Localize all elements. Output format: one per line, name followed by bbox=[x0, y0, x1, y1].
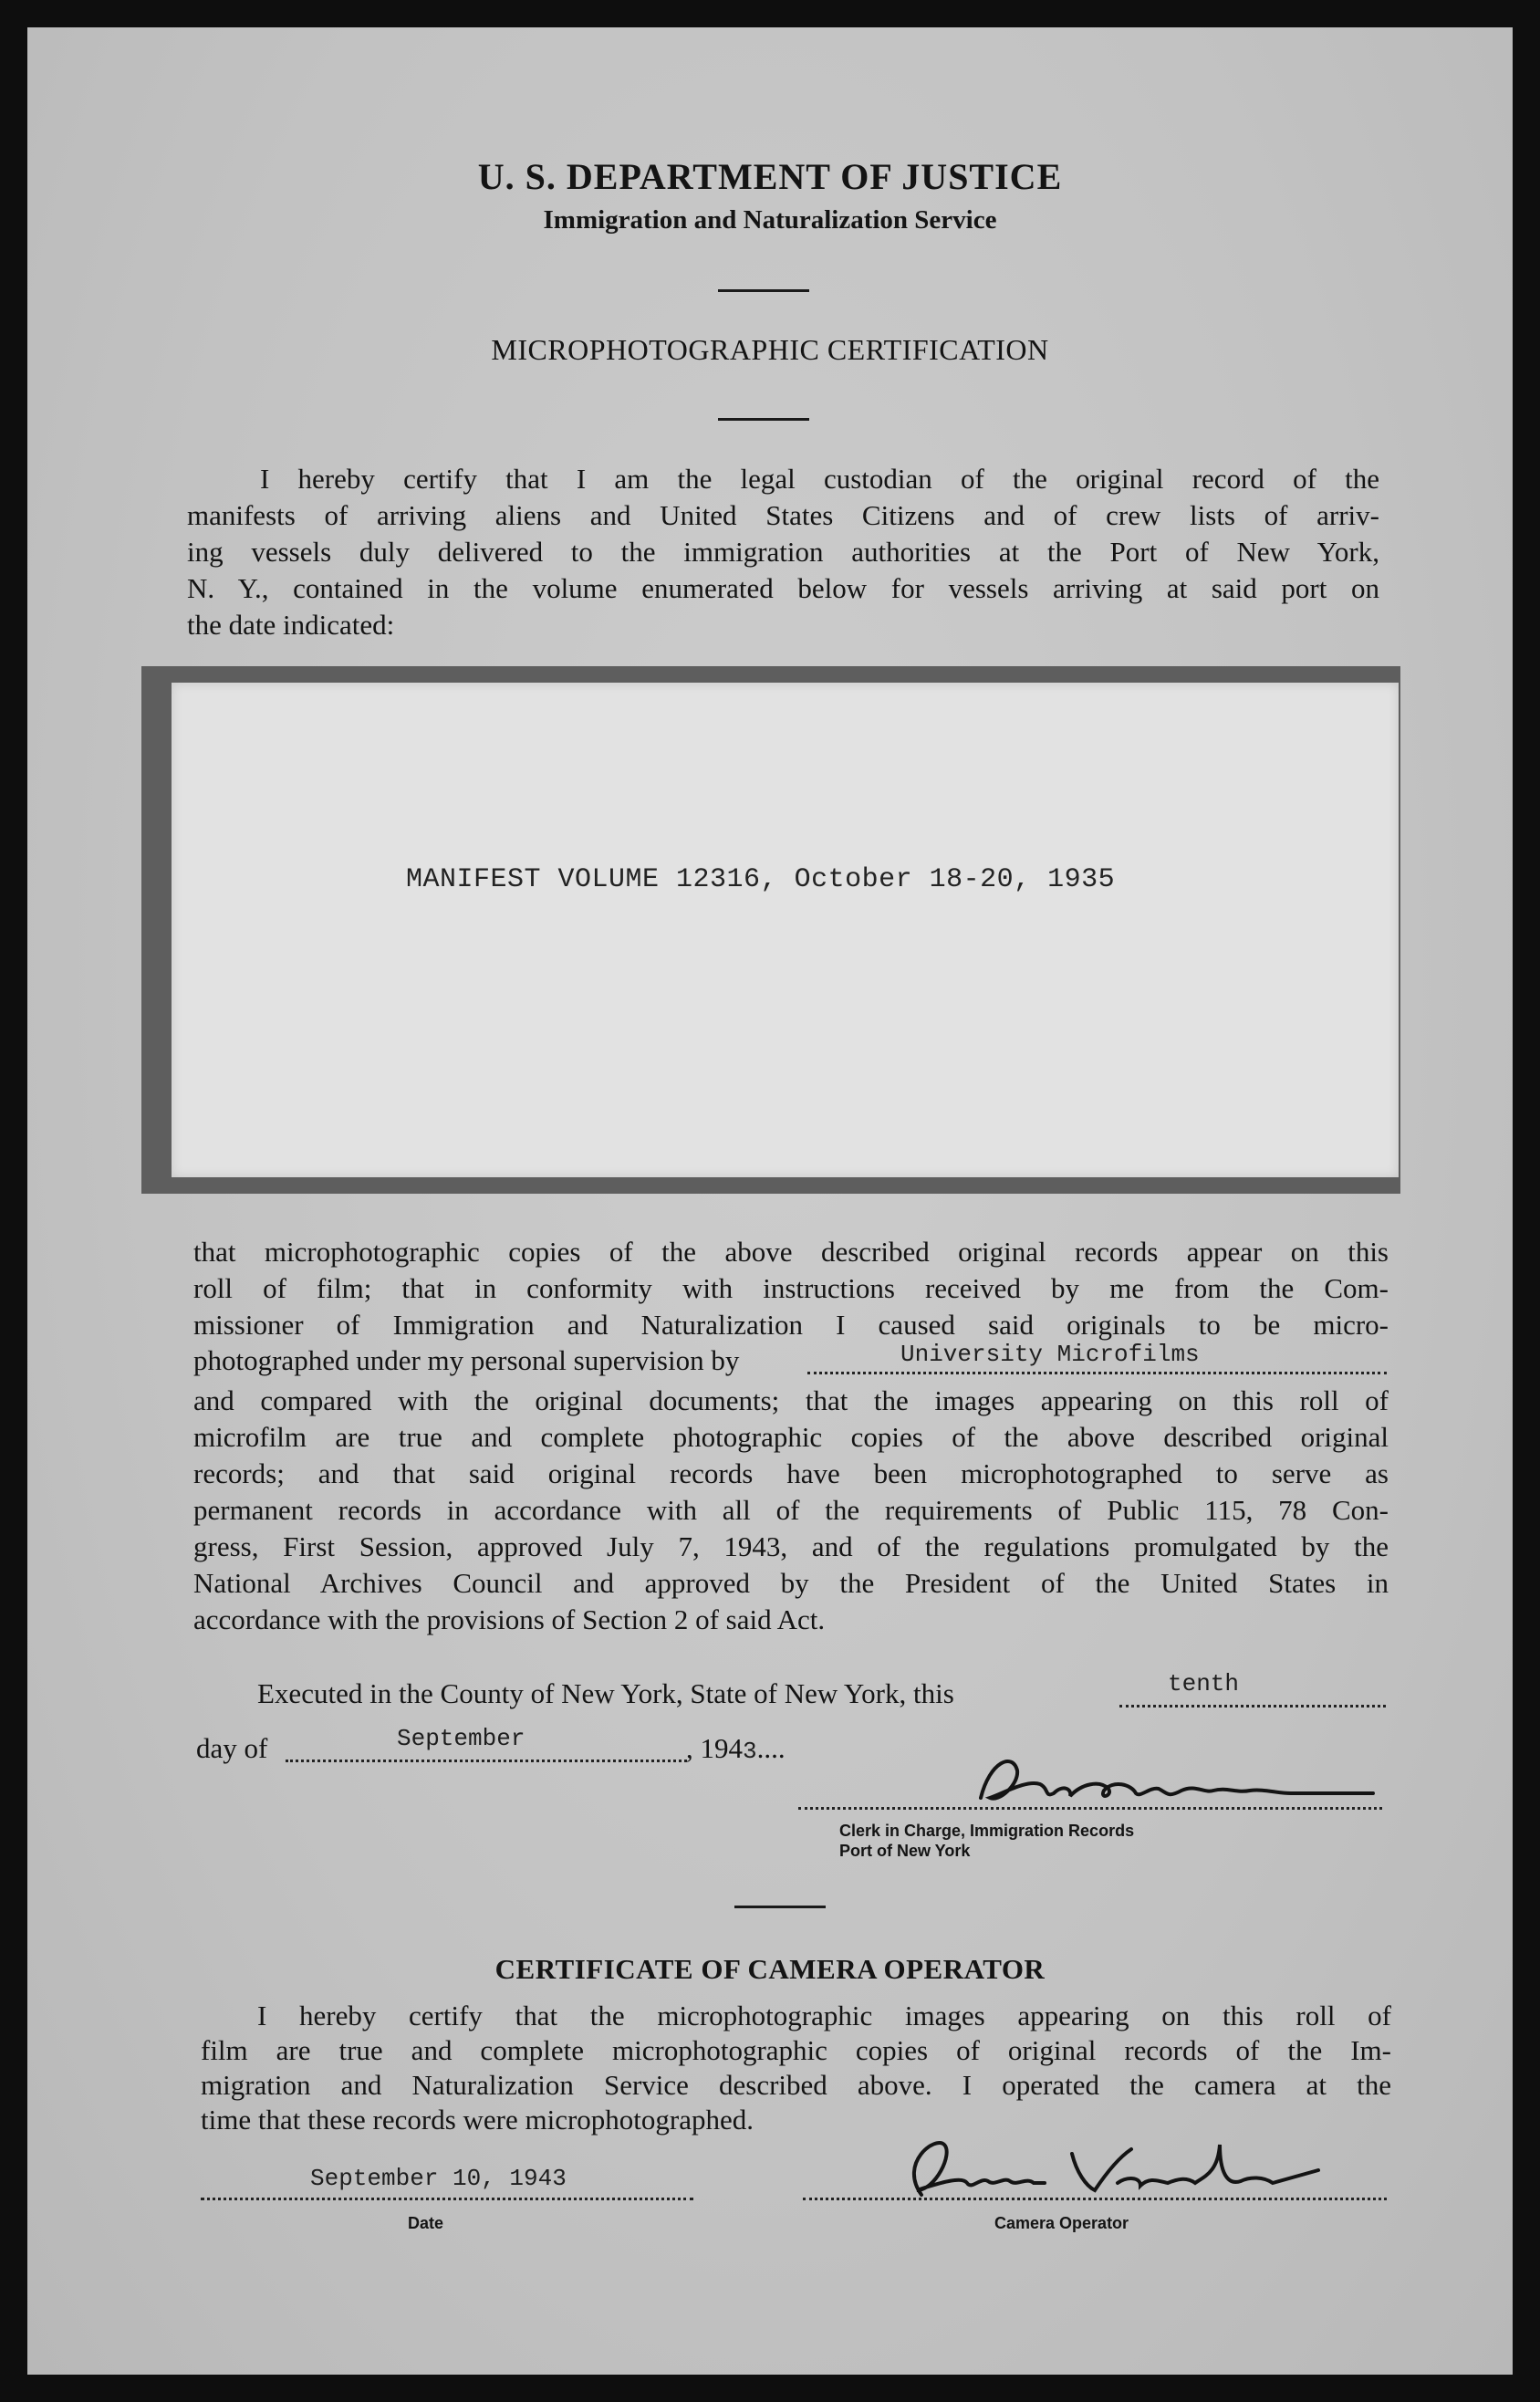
camera-operator-label: Camera Operator bbox=[994, 2214, 1129, 2232]
camera-date-value: September 10, 1943 bbox=[310, 2165, 567, 2192]
day-of-label: day of bbox=[196, 1732, 268, 1764]
camera-line: I hereby certify that the microphotographic images appearing on this roll of bbox=[257, 2000, 1391, 2031]
body-line: microfilm are true and complete photographic copies of the above described original bbox=[193, 1421, 1389, 1453]
certificate-page bbox=[27, 27, 1513, 2375]
body-line: National Archives Council and approved by the President of the United States in bbox=[193, 1567, 1389, 1599]
year-digit: 3 bbox=[743, 1738, 757, 1765]
day-value: tenth bbox=[1168, 1670, 1240, 1697]
year-field bbox=[686, 1732, 786, 1765]
camera-line: film are true and complete microphotographic copies of original records of the Im- bbox=[201, 2034, 1391, 2066]
service-heading: Immigration and Naturalization Service bbox=[543, 205, 997, 235]
camera-line: time that these records were microphotographed. bbox=[201, 2104, 754, 2136]
body-line: gress, First Session, approved July 7, 1943, and of the regulations promulgated by the bbox=[193, 1530, 1389, 1562]
camera-certificate-title: CERTIFICATE OF CAMERA OPERATOR bbox=[494, 1953, 1046, 1985]
body-paragraph-bottom bbox=[193, 1383, 1389, 1638]
intro-paragraph bbox=[187, 461, 1379, 643]
intro-line: ing vessels duly delivered to the immigration authorities at the Port of New York, bbox=[187, 536, 1379, 568]
intro-line: manifests of arriving aliens and United States Citizens and of crew lists of arriv- bbox=[187, 499, 1379, 531]
supervision-value: University Microfilms bbox=[900, 1341, 1200, 1368]
clerk-title-line1: Clerk in Charge, Immigration Records bbox=[839, 1822, 1135, 1840]
supervision-prefix: photographed under my personal supervision by bbox=[193, 1344, 740, 1376]
year-prefix: , 194 bbox=[686, 1732, 743, 1764]
clerk-title-line2: Port of New York bbox=[839, 1842, 971, 1860]
body-line: accordance with the provisions of Section 2 of said Act. bbox=[193, 1603, 826, 1635]
body-line: missioner of Immigration and Naturalization I caused said originals to be micro- bbox=[193, 1309, 1389, 1341]
camera-line: migration and Naturalization Service described above. I operated the camera at the bbox=[201, 2069, 1391, 2101]
body-paragraph-top bbox=[193, 1234, 1389, 1343]
month-dotted-line bbox=[286, 1760, 687, 1762]
body-line: records; and that said original records have been microphotographed to serve as bbox=[193, 1457, 1389, 1489]
intro-line: I hereby certify that I am the legal custodian of the original record of the bbox=[260, 463, 1379, 495]
title-divider bbox=[718, 418, 809, 421]
clerk-title bbox=[839, 1821, 1134, 1861]
camera-paragraph bbox=[201, 1999, 1391, 2137]
body-line: permanent records in accordance with all of the requirements of Public 115, 78 Con- bbox=[193, 1494, 1389, 1526]
intro-line: the date indicated: bbox=[187, 609, 395, 641]
department-heading: U. S. DEPARTMENT OF JUSTICE bbox=[477, 156, 1063, 197]
day-dotted-line bbox=[1119, 1705, 1386, 1708]
execution-text: Executed in the County of New York, State of New York, this bbox=[257, 1677, 954, 1709]
body-line: and compared with the original documents; that the images appearing on this roll of bbox=[193, 1384, 1389, 1416]
date-dotted-line bbox=[201, 2198, 693, 2200]
manifest-volume-text: MANIFEST VOLUME 12316, October 18-20, 1935 bbox=[406, 864, 1116, 895]
body-line: that microphotographic copies of the above described original records appear on this bbox=[193, 1236, 1389, 1268]
record-slip bbox=[172, 683, 1399, 1177]
supervision-line bbox=[193, 1341, 1389, 1384]
date-label: Date bbox=[408, 2214, 444, 2232]
clerk-signature bbox=[962, 1743, 1391, 1825]
body-line: roll of film; that in conformity with instructions received by me from the Com- bbox=[193, 1272, 1389, 1304]
header-divider bbox=[718, 289, 809, 292]
intro-line: N. Y., contained in the volume enumerated below for vessels arriving at said port on bbox=[187, 572, 1379, 604]
year-trailing: .... bbox=[756, 1732, 786, 1764]
month-value: September bbox=[397, 1725, 525, 1752]
certification-title: MICROPHOTOGRAPHIC CERTIFICATION bbox=[491, 333, 1049, 366]
operator-signature bbox=[880, 2126, 1364, 2209]
camera-divider bbox=[734, 1906, 826, 1908]
supervision-dotted-line bbox=[807, 1372, 1387, 1374]
